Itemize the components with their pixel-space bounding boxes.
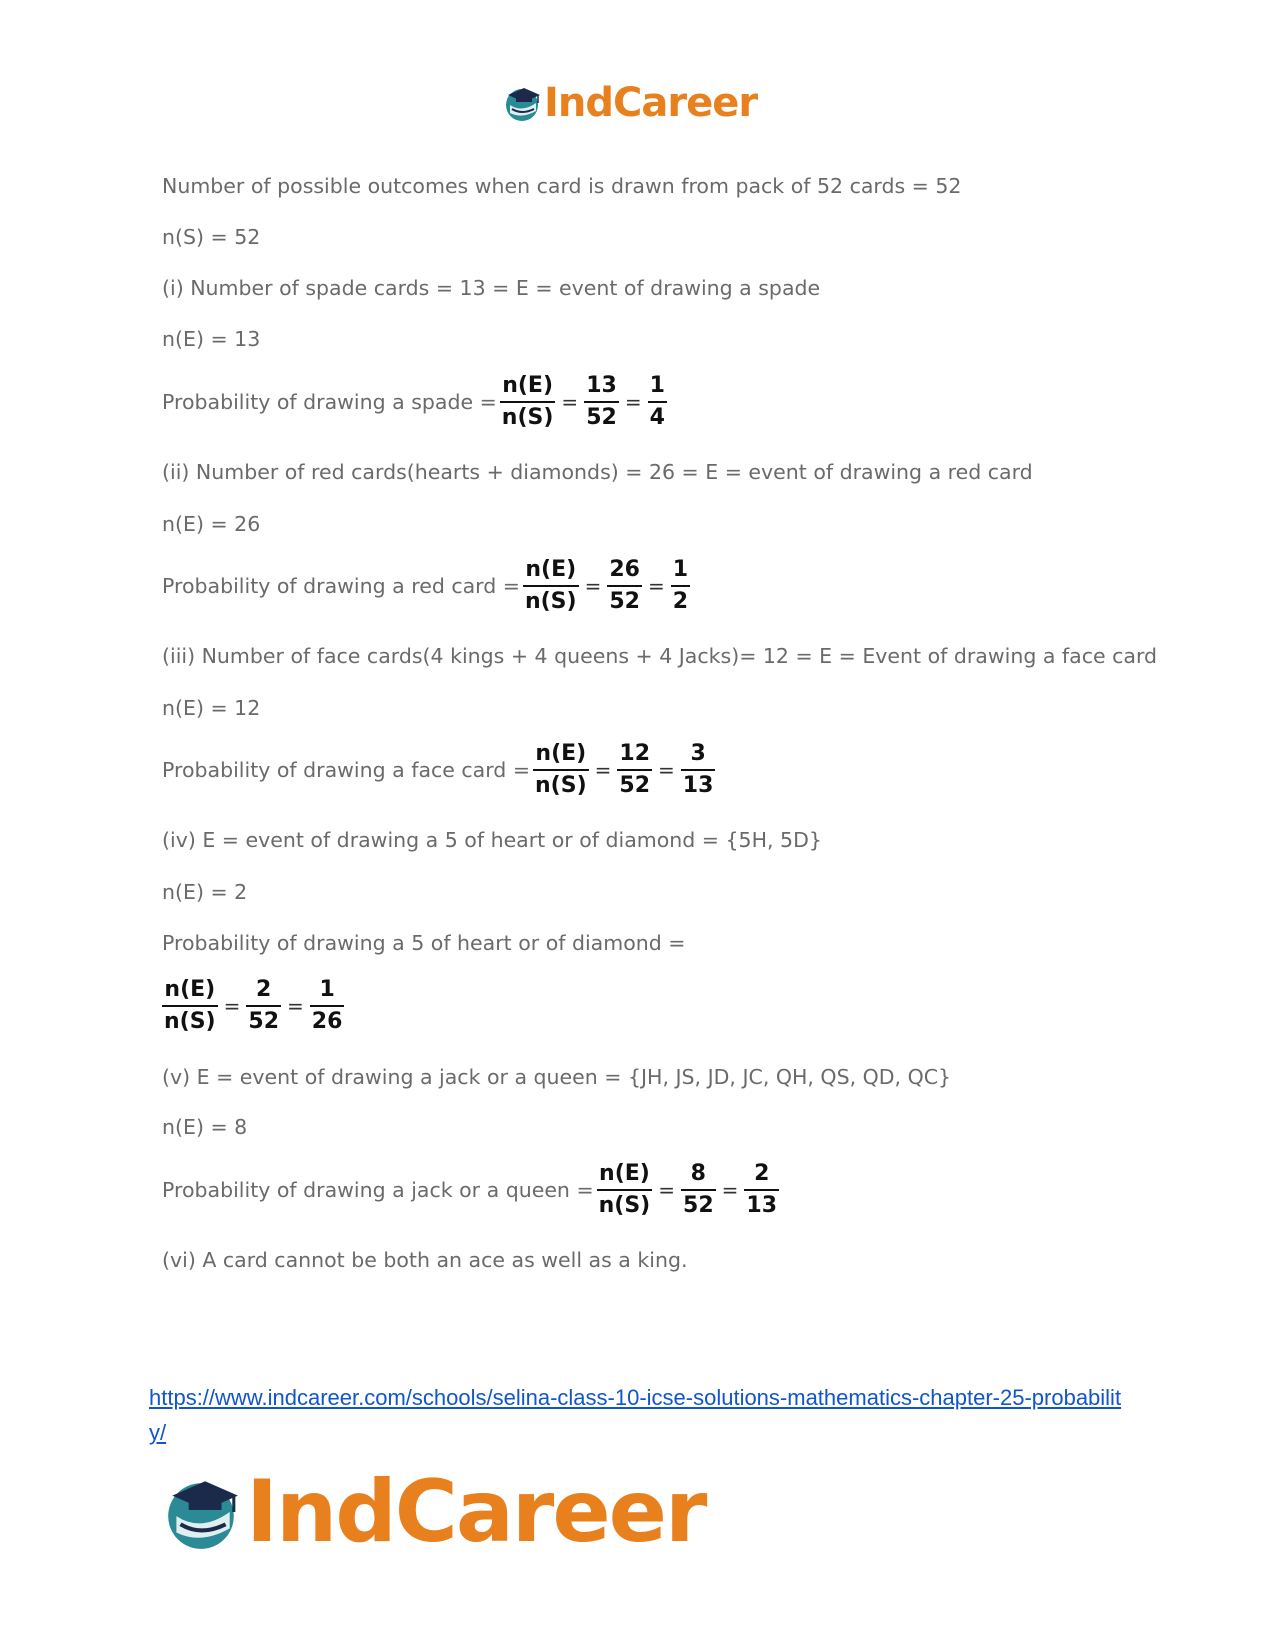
fraction (523, 556, 579, 616)
graduation-cap-icon (502, 83, 542, 123)
source-url-link[interactable]: https://www.indcareer.com/schools/selina-class-10-icse-solutions-mathematics-chapter-25-probability/ (149, 1385, 1122, 1445)
fraction (744, 1160, 779, 1220)
header-logo (502, 78, 757, 128)
equals-sign: = (584, 574, 602, 598)
equation-label: Probability of drawing a red card = (162, 574, 520, 598)
fraction (681, 1160, 716, 1220)
equals-sign: = (287, 994, 304, 1018)
numerator: 2 (256, 977, 272, 1002)
denominator: n(S) (598, 1193, 651, 1218)
numerator: 3 (690, 741, 706, 766)
equals-sign: = (721, 1178, 739, 1202)
denominator: n(S) (535, 773, 587, 798)
equals-sign: = (647, 574, 665, 598)
equation-face-card (162, 740, 718, 800)
text-line: n(E) = 26 (162, 512, 261, 536)
denominator: 4 (649, 405, 665, 430)
text-line: n(E) = 8 (162, 1115, 248, 1139)
equals-sign: = (658, 758, 675, 782)
numerator: 1 (649, 373, 665, 398)
denominator: n(S) (164, 1009, 216, 1034)
equals-sign: = (223, 994, 241, 1018)
logo-wordmark: IndCareer (246, 1462, 706, 1562)
equals-sign: = (561, 390, 579, 414)
denominator: 52 (683, 1193, 714, 1218)
text-line: n(E) = 13 (162, 327, 261, 351)
numerator: 12 (619, 741, 651, 766)
denominator: 13 (746, 1193, 778, 1218)
text-line: n(S) = 52 (162, 225, 261, 249)
equals-sign: = (658, 1178, 676, 1202)
fraction (162, 976, 218, 1036)
fraction-expression (497, 372, 670, 432)
footer-logo (160, 1462, 705, 1562)
equation-label: Probability of drawing a face card = (162, 758, 531, 782)
text-line: (iii) Number of face cards(4 kings + 4 queens + 4 Jacks)= 12 = E = Event of drawing a face card (162, 644, 1158, 668)
numerator: n(E) (599, 1161, 650, 1186)
text-line: (ii) Number of red cards(hearts + diamonds) = 26 = E = event of drawing a red card (162, 460, 1033, 484)
text-line: (vi) A card cannot be both an ace as well as a king. (162, 1248, 688, 1272)
denominator: 26 (311, 1009, 343, 1034)
text-line: (v) E = event of drawing a jack or a queen = {JH, JS, JD, JC, QH, QS, QD, QC} (162, 1065, 952, 1089)
denominator: 52 (586, 405, 617, 430)
fraction (310, 976, 345, 1036)
denominator: n(S) (524, 589, 577, 614)
denominator: 52 (609, 589, 640, 614)
denominator: n(S) (501, 405, 554, 430)
fraction (671, 556, 690, 616)
fraction (597, 1160, 653, 1220)
text-line: Number of possible outcomes when card is drawn from pack of 52 cards = 52 (162, 174, 962, 198)
fraction-expression (520, 556, 693, 616)
equation-label: Probability of drawing a jack or a queen = (162, 1178, 594, 1202)
fraction-expression (530, 740, 718, 800)
fraction (617, 740, 652, 800)
numerator: 1 (672, 557, 689, 582)
numerator: n(E) (525, 557, 577, 582)
equation-five-heart-diamond (162, 976, 347, 1036)
logo-wordmark: IndCareer (544, 80, 758, 126)
numerator: n(E) (502, 373, 554, 398)
numerator: n(E) (535, 741, 587, 766)
text-line: n(E) = 2 (162, 880, 248, 904)
fraction-expression (594, 1160, 782, 1220)
equals-sign: = (624, 390, 642, 414)
text-line: (i) Number of spade cards = 13 = E = event of drawing a spade (162, 276, 821, 300)
equation-label: Probability of drawing a spade = (162, 390, 497, 414)
fraction (533, 740, 589, 800)
fraction (500, 372, 556, 432)
numerator: 1 (319, 977, 335, 1002)
text-line: Probability of drawing a 5 of heart or of diamond = (162, 931, 686, 955)
text-line: (iv) E = event of drawing a 5 of heart or of diamond = {5H, 5D} (162, 828, 822, 852)
equation-spade (162, 372, 670, 432)
numerator: 26 (609, 557, 640, 582)
fraction (246, 976, 281, 1036)
denominator: 52 (248, 1009, 280, 1034)
denominator: 13 (682, 773, 714, 798)
fraction (681, 740, 716, 800)
fraction (648, 372, 667, 432)
numerator: n(E) (164, 977, 216, 1002)
denominator: 52 (619, 773, 651, 798)
denominator: 2 (672, 589, 689, 614)
equation-red-card (162, 556, 693, 616)
numerator: 2 (754, 1161, 770, 1186)
fraction-expression (162, 976, 347, 1036)
numerator: 8 (690, 1161, 706, 1186)
text-line: n(E) = 12 (162, 696, 261, 720)
graduation-cap-icon (160, 1471, 242, 1553)
numerator: 13 (586, 373, 617, 398)
fraction (607, 556, 642, 616)
equals-sign: = (594, 758, 612, 782)
fraction (584, 372, 619, 432)
equation-jack-queen (162, 1160, 782, 1220)
